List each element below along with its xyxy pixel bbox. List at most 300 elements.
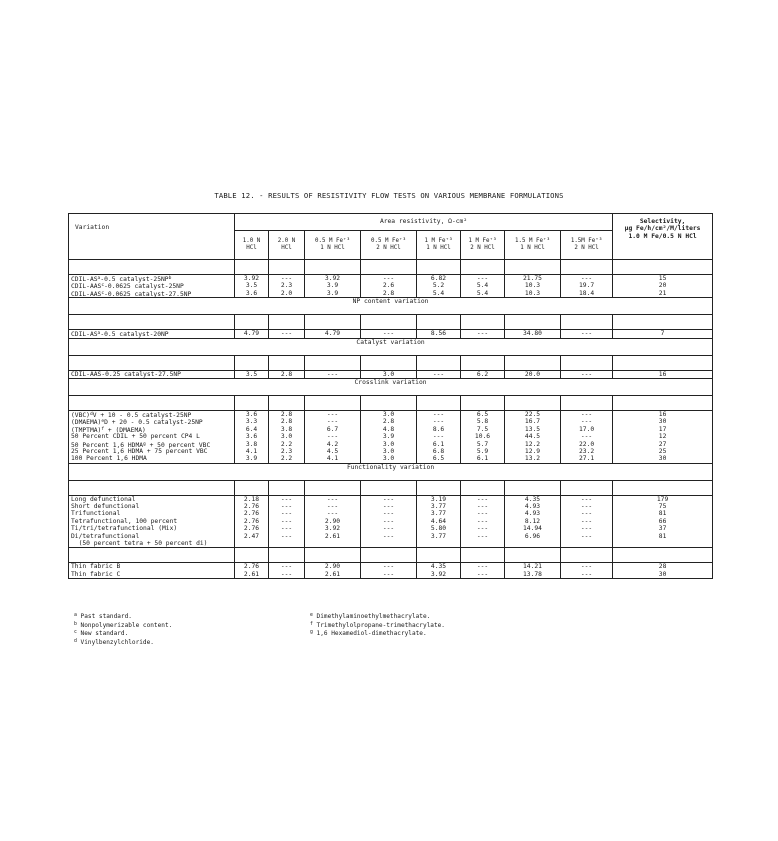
spacer-cell [461,395,505,410]
value: 14.21 [523,563,542,571]
value: --- [476,525,489,533]
spacer-cell [505,260,561,275]
results-table [68,213,713,579]
value: --- [280,517,293,525]
value: 2.3 [280,447,293,455]
section-row [69,378,713,395]
value-cell [461,275,505,298]
value: --- [580,510,593,518]
column-header-line: 1 M Fe⁺³ [424,237,453,244]
selectivity-value: 30 [658,418,667,426]
value: 3.19 [430,495,447,503]
section-heading: Functionality variation [69,463,713,480]
spacer-cell [613,315,713,330]
value-cell [561,370,613,378]
value: --- [326,418,339,426]
value: 2.61 [324,532,341,540]
spacer-cell [69,355,235,370]
spacer-cell [305,315,361,330]
value: 18.4 [578,289,595,297]
value-cell [417,563,461,579]
spacer-cell [361,260,417,275]
value: --- [326,495,339,503]
spacer-cell [505,355,561,370]
value: 4.1 [326,455,339,463]
value-cell [235,370,269,378]
value: 12.9 [524,447,541,455]
value: 22.0 [578,440,595,448]
column-header [305,231,361,260]
spacer-cell [613,260,713,275]
value: 3.8 [280,425,293,433]
selectivity-value: 16 [658,410,667,418]
value: --- [280,525,293,533]
variation-label: (DMAEMA)$^e$D + 20 - 0.5 catalyst-25NP [71,419,203,427]
selectivity-header-line: μg Fe/h/cm²/M/liters [624,225,701,233]
selectivity-header [613,214,713,260]
value-cell [505,563,561,579]
value: --- [280,532,293,540]
data-row-group [69,563,713,579]
value: 3.5 [245,282,258,290]
spacer-cell [269,395,305,410]
value: --- [580,570,593,578]
value: 5.7 [476,440,489,448]
value [271,540,302,547]
value: 20.0 [524,370,541,378]
value: 4.79 [243,330,260,338]
variation-cell [69,275,235,298]
value: 3.92 [243,275,260,282]
value: --- [476,532,489,540]
value: 10.3 [524,289,541,297]
value: --- [476,563,489,571]
value [463,540,502,547]
value: 6.4 [245,425,258,433]
table-header [69,214,713,260]
column-header-line: HCl [246,245,257,251]
variation-label: CDIL-AAS-0.25 catalyst-27.5NP [71,370,181,378]
column-header-line: 2 N HCl [376,245,401,251]
spacer-row [69,395,713,410]
footnote: $^f$ Trimethylolpropane-trimethacrylate. [310,621,445,629]
value: 2.47 [243,532,260,540]
spacer-cell [269,355,305,370]
value: 2.76 [243,510,260,518]
spacer-cell [235,395,269,410]
column-header-line: 2 N HCl [574,245,599,251]
value-cell [235,330,269,338]
variation-cell [69,410,235,463]
value: 3.6 [245,289,258,297]
spacer-cell [613,395,713,410]
value: 3.92 [324,525,341,533]
value: 4.1 [245,447,258,455]
value-cell [305,330,361,338]
value-cell [417,410,461,463]
spacer-cell [235,260,269,275]
variation-label: Tetrafunctional, 100 percent [71,517,178,525]
column-header [561,231,613,260]
selectivity-cell [613,330,713,338]
spacer-cell [505,480,561,495]
value: 6.1 [476,455,489,463]
variation-label: Thin fabric B [71,563,121,571]
section-heading: NP content variation [69,298,713,315]
area-resistivity-header: Area resistivity, Ω-cm² [235,214,613,231]
value: 3.92 [324,275,341,282]
spacer-cell [361,395,417,410]
value: --- [382,517,395,525]
variation-label: Ti/tri/tetrafunctional (Mix) [71,525,178,533]
spacer-cell [417,355,461,370]
column-header [361,231,417,260]
spacer-cell [417,260,461,275]
selectivity-value [615,540,710,547]
spacer-cell [269,480,305,495]
value: 5.80 [430,525,447,533]
value: 3.6 [245,410,258,418]
spacer-cell [361,480,417,495]
value: 4.93 [524,503,541,511]
value: --- [280,563,293,571]
variation-label: 50 Percent 1,6 $HDMA^g + 50$ percent VBC [71,441,211,449]
footnote: $^c$ New standard. [74,630,129,638]
column-header-line: 2.0 N [277,237,296,244]
value-cell [417,370,461,378]
value: 2.8 [280,370,293,378]
value [419,540,458,547]
value: 3.0 [382,455,395,463]
spacer-cell [69,315,235,330]
value: --- [432,410,445,418]
spacer-cell [461,480,505,495]
value-cell [361,495,417,548]
value: --- [476,503,489,511]
value-cell [269,330,305,338]
spacer-cell [235,548,269,563]
value [237,540,266,547]
selectivity-cell [613,563,713,579]
value: 8.12 [524,517,541,525]
spacer-cell [305,480,361,495]
section-heading: Catalyst variation [69,338,713,355]
spacer-cell [561,315,613,330]
selectivity-value: 20 [658,282,667,290]
variation-cell [69,370,235,378]
value: --- [580,495,593,503]
selectivity-cell [613,370,713,378]
value: --- [382,510,395,518]
selectivity-value: 21 [658,289,667,297]
value-cell [561,563,613,579]
value: --- [476,517,489,525]
column-header-line: 1 N HCl [520,245,545,251]
value: 5.4 [476,289,489,297]
value: 3.9 [326,289,339,297]
footnote: $^e$ Dimethylaminoethylmethacrylate. [310,613,431,620]
value: --- [580,563,593,571]
value: --- [326,510,339,518]
value-cell [305,495,361,548]
value: --- [580,370,593,378]
spacer-cell [561,480,613,495]
value [507,540,558,547]
spacer-cell [69,480,235,495]
spacer-cell [417,548,461,563]
value-cell [505,410,561,463]
spacer-cell [69,260,235,275]
value: --- [280,330,293,338]
value: --- [382,495,395,503]
variation-cell [69,563,235,579]
selectivity-value: 66 [658,517,667,525]
value-cell [361,275,417,298]
value-cell [361,410,417,463]
value-cell [505,495,561,548]
value: --- [326,433,339,441]
value: --- [580,275,593,282]
value: --- [382,525,395,533]
value-cell [235,495,269,548]
value: 23.2 [578,447,595,455]
spacer-cell [361,315,417,330]
value: --- [432,370,445,378]
selectivity-value: 37 [658,525,667,533]
column-header-line: HCl [281,245,292,251]
column-header-line: 1.5 M Fe⁺³ [515,237,550,244]
value: --- [382,275,395,282]
variation-label: CDIL-$AS^a-0.5$ catalyst-20NP [71,331,169,339]
value: 4.64 [430,517,447,525]
spacer-cell [235,315,269,330]
column-header-line: 0.5 M Fe⁺³ [371,237,406,244]
value: 3.3 [245,418,258,426]
spacer-cell [305,260,361,275]
footnote: $^d$ Vinylbenzylchloride. [74,638,154,646]
value: 3.6 [245,433,258,441]
spacer-row [69,260,713,275]
spacer-cell [561,395,613,410]
spacer-cell [461,355,505,370]
variation-label: Short defunctional [71,503,140,511]
value: 4.35 [430,563,447,571]
footnote: $^b$ Nonpolymerizable content. [74,621,173,629]
value-cell [361,563,417,579]
selectivity-value: 75 [658,503,667,511]
value-cell [269,563,305,579]
selectivity-value: 25 [658,447,667,455]
value: --- [382,532,395,540]
selectivity-header-line: Selectivity, [639,218,686,225]
value: 2.0 [280,289,293,297]
column-header-line: 1 N HCl [426,245,451,251]
value: 3.9 [382,433,395,441]
value: 3.0 [382,447,395,455]
variation-label: (50 percent tetra + 50 percent di) [71,540,208,548]
value: 34.80 [523,330,542,338]
value: 2.76 [243,517,260,525]
spacer-cell [613,355,713,370]
value-cell [269,370,305,378]
value-cell [417,495,461,548]
value-cell [561,330,613,338]
spacer-cell [305,395,361,410]
spacer-cell [235,355,269,370]
column-header-line: 2 N HCl [470,245,495,251]
spacer-cell [561,355,613,370]
value: 4.35 [524,495,541,503]
spacer-cell [461,548,505,563]
value: 8.6 [432,425,445,433]
value [363,540,414,547]
table-body [69,260,713,579]
value: 2.76 [243,563,260,571]
value-cell [417,275,461,298]
value-cell [561,275,613,298]
value: 2.2 [280,455,293,463]
spacer-cell [269,548,305,563]
value [563,540,610,547]
column-header [505,231,561,260]
selectivity-value: 81 [658,510,667,518]
section-heading: Crosslink variation [69,378,713,395]
column-header-line: 1 N HCl [320,245,345,251]
value: 4.5 [326,447,339,455]
value: 13.2 [524,455,541,463]
spacer-cell [305,548,361,563]
value-cell [461,495,505,548]
value: 3.8 [245,440,258,448]
value: 3.77 [430,510,447,518]
value: 2.3 [280,282,293,290]
value-cell [269,495,305,548]
value: --- [580,410,593,418]
variation-label: 100 Percent 1,6 HDMA [71,455,147,463]
variation-label: 25 Percent 1,6 HDMA + 75 percent VBC [71,447,208,455]
column-header [235,231,269,260]
footnotes-left [74,612,172,646]
selectivity-value: 12 [658,433,667,441]
value: 4.2 [326,440,339,448]
value: 2.8 [382,289,395,297]
spacer-cell [269,260,305,275]
value: --- [280,495,293,503]
value: 14.94 [523,525,542,533]
value: 12.2 [524,440,541,448]
value: 6.1 [432,440,445,448]
value: 27.1 [578,455,595,463]
selectivity-cell [613,495,713,548]
value: 2.61 [324,570,341,578]
value: --- [580,433,593,441]
value: 13.78 [523,570,542,578]
value: --- [280,570,293,578]
value: 17.0 [578,425,595,433]
value: 44.5 [524,433,541,441]
value-cell [505,370,561,378]
variation-label: 50 Percent CDIL + 50 percent CP4 L [71,433,200,441]
value-cell [417,330,461,338]
column-header-line: 1.5M Fe⁺³ [570,237,603,244]
selectivity-value: 7 [660,330,665,338]
spacer-cell [417,395,461,410]
value: 4.93 [524,510,541,518]
spacer-row [69,355,713,370]
value-cell [461,370,505,378]
value: 6.7 [326,425,339,433]
value: 4.79 [324,330,341,338]
value: --- [580,330,593,338]
value-cell [235,275,269,298]
section-row [69,298,713,315]
value: --- [476,330,489,338]
value: 2.18 [243,495,260,503]
value [307,540,358,547]
value: --- [476,275,489,282]
spacer-cell [417,480,461,495]
spacer-cell [613,548,713,563]
selectivity-cell [613,410,713,463]
selectivity-value: 27 [658,440,667,448]
value-cell [305,410,361,463]
column-header-line: 0.5 M Fe⁺³ [315,237,350,244]
spacer-cell [561,260,613,275]
spacer-row [69,315,713,330]
value: --- [580,517,593,525]
selectivity-value: 81 [658,532,667,540]
selectivity-cell [613,275,713,298]
value: 16.7 [524,418,541,426]
value: --- [326,503,339,511]
data-row-group [69,495,713,548]
variation-label: (TMPTMA)$^f$ + (DMAEMA) [71,426,146,434]
spacer-row [69,548,713,563]
value: --- [580,503,593,511]
spacer-cell [505,548,561,563]
value: --- [280,503,293,511]
value: 3.0 [382,370,395,378]
value: 5.2 [432,282,445,290]
value-cell [269,275,305,298]
value-cell [505,330,561,338]
variation-label: Long defunctional [71,495,136,503]
value-cell [461,410,505,463]
spacer-cell [505,395,561,410]
value: 5.4 [432,289,445,297]
value: 2.2 [280,440,293,448]
value-cell [461,563,505,579]
variation-label: Di/tetrafunctional [71,532,140,540]
selectivity-value: 15 [658,275,667,282]
value: --- [432,433,445,441]
value: 8.56 [430,330,447,338]
value-cell [361,370,417,378]
value: 6.5 [432,455,445,463]
value: 2.76 [243,503,260,511]
section-row [69,463,713,480]
value: 2.90 [324,517,341,525]
value: 22.5 [524,410,541,418]
data-row-group [69,410,713,463]
value-cell [361,330,417,338]
selectivity-header-line: 1.0 M Fe/0.5 N HCl [628,232,697,240]
value: 2.8 [382,418,395,426]
value: 3.0 [280,433,293,441]
value: 6.5 [476,410,489,418]
value: --- [432,418,445,426]
spacer-cell [269,315,305,330]
